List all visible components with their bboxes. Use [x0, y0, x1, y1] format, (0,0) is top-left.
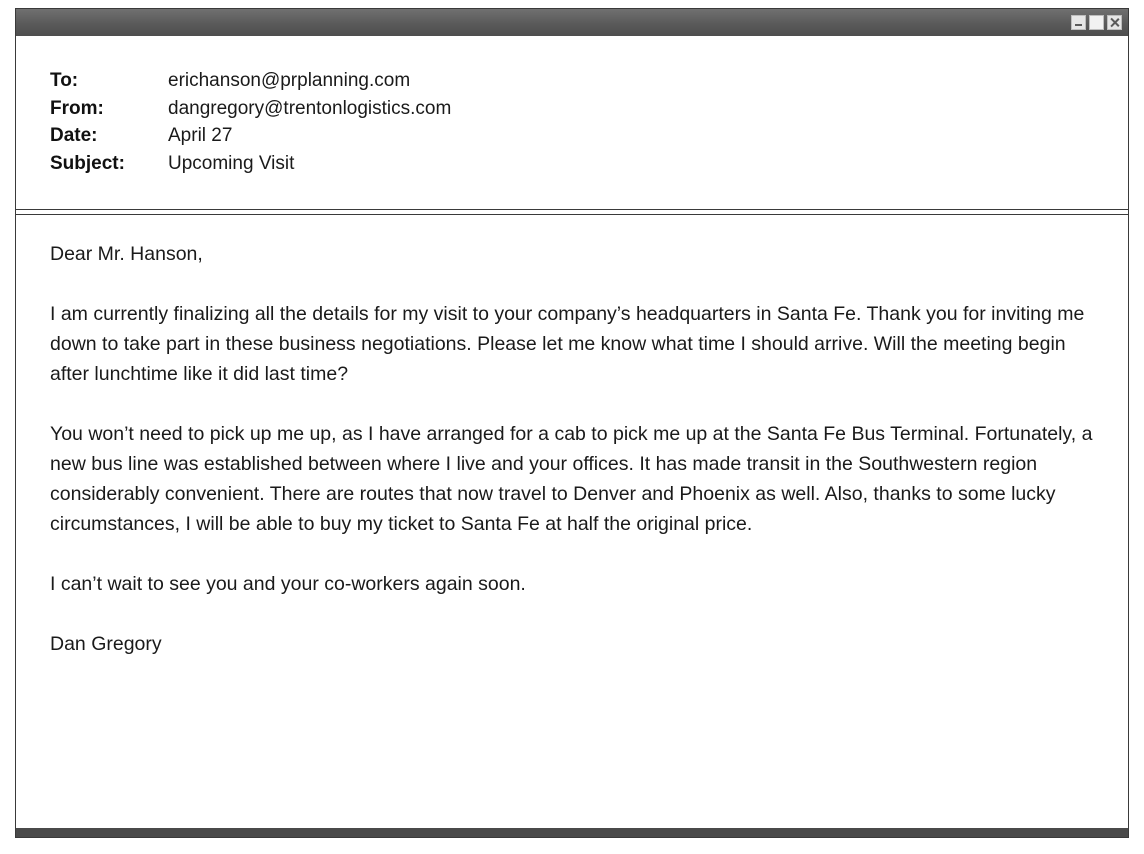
email-signature: Dan Gregory [50, 633, 162, 655]
from-row [50, 95, 451, 123]
from-label: From: [50, 97, 104, 119]
subject-value: Upcoming Visit [168, 152, 295, 174]
minimize-icon[interactable] [1071, 15, 1086, 30]
email-paragraph-3: I can’t wait to see you and your co-workers again soon. [50, 573, 526, 595]
email-paragraph-1: I am currently finalizing all the details for my visit to your company’s headquarters in Santa Fe. Thank you for inviting me down to take part in these business negotiations. Please let me know what time I should arrive. Will the meeting begin after lunchtime like it did last time? [50, 303, 1085, 385]
date-label: Date: [50, 125, 98, 146]
subject-row [50, 150, 451, 178]
subject-label: Subject: [50, 152, 125, 174]
header-divider [16, 209, 1128, 215]
to-value: erichanson@prplanning.com [168, 70, 411, 91]
window-titlebar[interactable] [16, 9, 1128, 36]
maximize-icon[interactable] [1089, 15, 1104, 30]
from-value: dangregory@trentonlogistics.com [168, 97, 452, 119]
to-label: To: [50, 70, 79, 91]
date-row [50, 122, 451, 150]
email-greeting: Dear Mr. Hanson, [50, 243, 203, 265]
email-header [50, 67, 451, 177]
email-body [50, 239, 1110, 659]
date-value: April 27 [168, 125, 233, 146]
email-paragraph-2: You won’t need to pick up me up, as I have arranged for a cab to pick me up at the Santa Fe Bus Terminal. Fortunately, a new bus line was established between where I live and your offices. It has made transit in the Southwestern region considerably convenient. There are routes that now travel to Denver and Phoenix as well. Also, thanks to some lucky circumstances, I will be able to buy my ticket to Santa Fe at half the original price. [50, 423, 1093, 535]
window-footer-bar [16, 828, 1128, 837]
to-row [50, 67, 451, 95]
close-icon[interactable] [1107, 15, 1122, 30]
email-window [15, 8, 1129, 838]
